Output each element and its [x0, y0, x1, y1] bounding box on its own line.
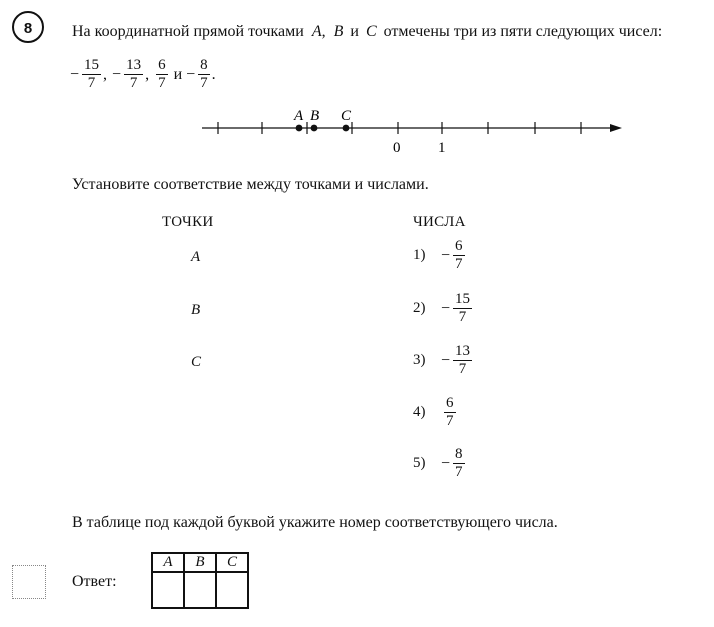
point-c-label: C	[341, 108, 352, 124]
point-a-dot	[296, 125, 303, 132]
number-line	[0, 100, 714, 160]
answer-cell-a[interactable]	[152, 572, 184, 608]
intro-point-b: B	[333, 23, 344, 40]
option-3: 3) − $\frac{13}{7}$	[413, 343, 471, 377]
answer-header-a: A	[152, 553, 184, 572]
points-header: ТОЧКИ	[162, 214, 214, 230]
answer-header-c: C	[216, 553, 248, 572]
label-zero: 0	[393, 140, 401, 156]
point-b-label: B	[310, 108, 320, 124]
numbers-header: ЧИСЛА	[413, 214, 466, 230]
answer-checkbox[interactable]	[12, 565, 46, 599]
task-intro: На координатной прямой точками A, B и C отмечены три из пяти следующих чисел:	[72, 23, 663, 40]
option-4: 4) $\frac{6}{7}$	[413, 395, 454, 429]
list-fraction-3: $\frac{6}{7}$	[158, 57, 166, 91]
label-one: 1	[438, 140, 446, 156]
option-5: 5) − $\frac{8}{7}$	[413, 446, 463, 480]
numbers-list: − $\frac{15}{7}$ , − $\frac{13}{7}$ , $\frac{6}{7}$ и − $\frac{8}{7}$ .	[70, 57, 216, 91]
point-c-item: C	[191, 354, 202, 370]
option-2: 2) − $\frac{15}{7}$	[413, 291, 471, 325]
intro-text: На координатной прямой точками	[72, 23, 304, 40]
answer-label: Ответ:	[72, 573, 117, 590]
list-sign-2: −	[112, 65, 122, 83]
point-a-item: A	[191, 249, 201, 265]
instruction: Установите соответствие между точками и числами.	[72, 176, 429, 193]
list-sign-1: −	[70, 65, 80, 83]
point-c-dot	[343, 125, 350, 132]
option-1: 1) − $\frac{6}{7}$	[413, 238, 463, 272]
intro-point-c: C	[365, 23, 377, 40]
list-fraction-4: $\frac{8}{7}$	[200, 57, 208, 91]
intro-and: и	[350, 23, 359, 40]
answer-header-b: B	[184, 553, 216, 572]
list-fraction-2: $\frac{13}{7}$	[126, 57, 142, 91]
task-number-badge: 8	[12, 11, 44, 43]
list-fraction-1: $\frac{15}{7}$	[84, 57, 100, 91]
table-instruction: В таблице под каждой буквой укажите номер соответствующего числа.	[72, 514, 558, 531]
point-b-dot	[311, 125, 318, 132]
answer-cell-c[interactable]	[216, 572, 248, 608]
list-sign-4: −	[186, 65, 196, 83]
point-a-label: A	[294, 108, 304, 124]
answer-table	[151, 552, 249, 609]
point-b-item: B	[191, 302, 201, 318]
list-and: и	[173, 65, 183, 83]
intro-point-a: A	[311, 23, 322, 40]
answer-cell-b[interactable]	[184, 572, 216, 608]
number-line-arrow-icon	[610, 124, 622, 132]
intro-end: отмечены три из пяти следующих чисел:	[383, 23, 663, 40]
